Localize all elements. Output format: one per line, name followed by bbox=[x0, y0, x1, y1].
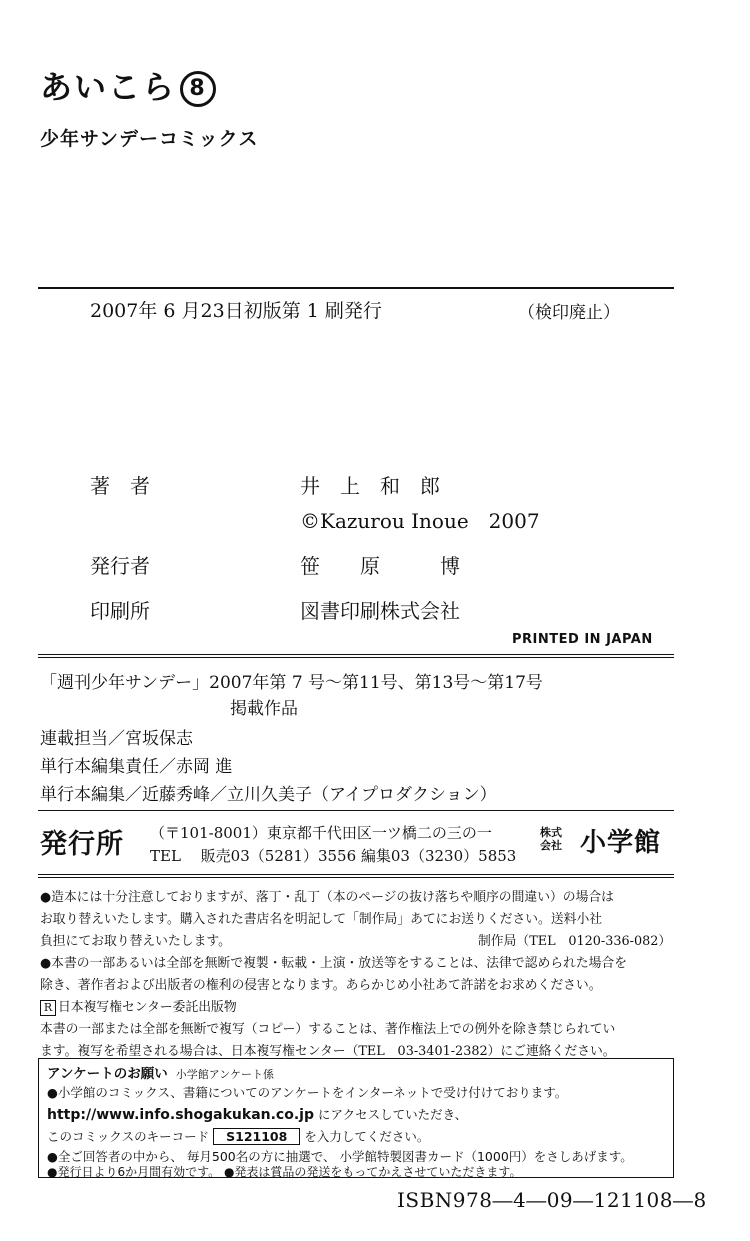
credit-label-publisher: 発行者 bbox=[90, 554, 150, 578]
notice-line: ●本書の一部あるいは全部を無断で複製・転載・上演・放送等をすることは、法律で認められた場合を bbox=[40, 956, 628, 971]
title-text: あいこら bbox=[40, 68, 177, 106]
corp-type-line2: 会社 bbox=[540, 839, 562, 852]
credit-label-author: 著 者 bbox=[90, 474, 150, 498]
r-mark-icon: R bbox=[40, 1000, 56, 1016]
survey-key-suffix: を入力してください。 bbox=[304, 1129, 430, 1144]
magazine-note: 掲載作品 bbox=[230, 699, 298, 719]
survey-box bbox=[38, 1058, 674, 1178]
survey-line: ●発行日より6か月間有効です。 ●発表は賞品の発送をもってかえさせていただきます。 bbox=[47, 1165, 522, 1179]
survey-key-code: S121108 bbox=[213, 1128, 300, 1145]
publish-date: 2007年 6 月23日初版第 1 刷発行 bbox=[90, 300, 382, 322]
notice-line: 本書の一部または全部を無断で複写（コピー）することは、著作権法上での例外を除き禁じられてい bbox=[40, 1022, 616, 1037]
survey-line: ●小学館のコミックス、書籍についてのアンケートをインターネットで受け付けております。 bbox=[47, 1085, 568, 1100]
volume-number: 8 bbox=[180, 71, 216, 107]
credit-value-printer: 図書印刷株式会社 bbox=[300, 599, 460, 623]
divider-4b bbox=[38, 877, 674, 878]
survey-url-link[interactable]: http://www.info.shogakukan.co.jp bbox=[47, 1107, 314, 1123]
divider-2 bbox=[38, 654, 674, 655]
credit-value-publisher: 笹 原 博 bbox=[300, 554, 460, 578]
publisher-address: （〒101-8001）東京都千代田区一ツ橋二の三の一 bbox=[150, 824, 492, 842]
magazine-line: 「週刊少年サンデー」2007年第 7 号～第11号、第13号～第17号 bbox=[40, 673, 543, 693]
corp-type bbox=[540, 826, 562, 852]
notice-line: 負担にてお取り替えいたします。 bbox=[40, 934, 231, 949]
book-title bbox=[40, 62, 216, 108]
survey-url-line bbox=[47, 1105, 467, 1123]
credit-value-author: 井 上 和 郎 bbox=[300, 474, 440, 498]
credit-copyright: ©Kazurou Inoue 2007 bbox=[300, 509, 540, 533]
survey-title: アンケートのお願い bbox=[47, 1066, 168, 1082]
notice-jrrc: 日本複写権センター委託出版物 bbox=[58, 1000, 237, 1015]
divider-top bbox=[38, 287, 674, 289]
printed-in-japan: PRINTED IN JAPAN bbox=[512, 632, 653, 647]
notice-line: 除き、著作者および出版者の権利の侵害となります。あらかじめ小社あて許諾をお求めください。 bbox=[40, 978, 602, 993]
survey-key-prefix: このコミックスのキーコード bbox=[47, 1129, 210, 1144]
survey-url-suffix: にアクセスしていただき、 bbox=[313, 1107, 468, 1122]
staff-serial-editor: 連載担当／宮坂保志 bbox=[40, 729, 193, 749]
staff-editors: 単行本編集／近藤秀峰／立川久美子（アイプロダクション） bbox=[40, 785, 497, 805]
notice-contact: 制作局（TEL 0120-336-082） bbox=[478, 934, 672, 949]
survey-line: ●全ご回答者の中から、 毎月500名の方に抽選で、 小学館特製図書カード（1000円）をさしあげます。 bbox=[47, 1149, 633, 1164]
notice-line: ●造本には十分注意しておりますが、落丁・乱丁（本のページの抜け落ちや順序の間違い）の場合は bbox=[40, 890, 614, 905]
series-name: 少年サンデーコミックス bbox=[40, 128, 259, 150]
survey-key-line bbox=[47, 1127, 429, 1145]
corp-type-line1: 株式 bbox=[540, 826, 562, 839]
notice-line: ます。複写を希望される場合は、日本複写権センター（TEL 03-3401-2382）にご連絡ください。 bbox=[40, 1044, 616, 1059]
divider-3 bbox=[38, 810, 674, 811]
publisher-tel: TEL 販売03（5281）3556 編集03（3230）5853 bbox=[150, 847, 517, 865]
divider-2b bbox=[38, 657, 674, 658]
publisher-label: 発行所 bbox=[40, 829, 124, 860]
notice-line: お取り替えいたします。購入された書店名を明記して「制作局」あてにお送りください。送料小社 bbox=[40, 912, 603, 927]
notice-line bbox=[40, 996, 237, 1016]
divider-4 bbox=[38, 874, 674, 875]
credit-label-printer: 印刷所 bbox=[90, 599, 150, 623]
seal-note: （検印廃止） bbox=[518, 303, 620, 323]
survey-header bbox=[47, 1062, 274, 1082]
staff-chief-editor: 単行本編集責任／赤岡 進 bbox=[40, 757, 233, 777]
isbn: ISBN978―4―09―121108―8 bbox=[397, 1188, 707, 1212]
publisher-name: 小学館 bbox=[580, 828, 662, 858]
survey-subtitle: 小学館アンケート係 bbox=[175, 1068, 275, 1081]
